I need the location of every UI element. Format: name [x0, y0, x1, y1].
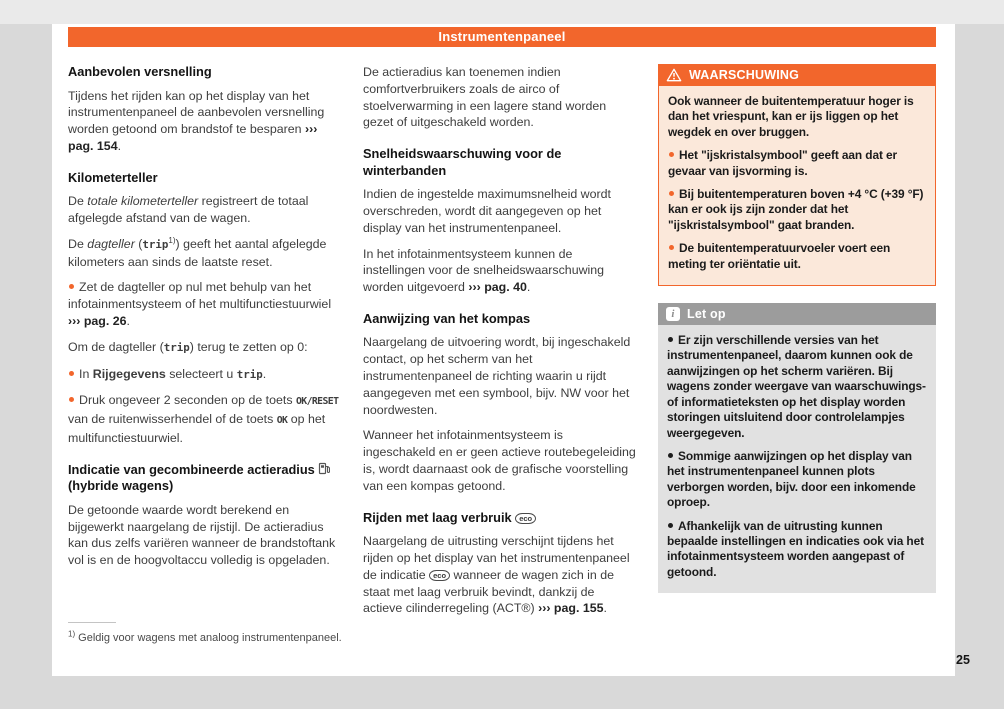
text: Bij buitentemperaturen boven +4 °C (+39 °F) kan er ook ijs zijn zonder dat het "ijskristalsymbool" gaat branden.	[668, 187, 924, 232]
paragraph: Ook wanneer de buitentemperatuur hoger is dan het vriespunt, kan er ijs liggen op het wegdek en over bruggen.	[668, 94, 914, 139]
paragraph: Naargelang de uitvoering wordt, bij ingeschakeld contact, op het scherm van het instrumentenpaneel de richting waarin u rijdt aangegeven met een symbool, bijv. NW voor het noordwesten.	[363, 335, 631, 417]
text: Tijdens het rijden kan op het display van het instrumentenpaneel de aanbevolen versnelling worden getoond om brandstof te besparen	[68, 88, 325, 137]
bullet-item	[667, 449, 927, 511]
ok-reset-key-label: OK/RESET	[295, 396, 339, 408]
text: Zet de dagteller op nul met behulp van het infotainmentsysteem of het multifunctiestuurwiel	[68, 280, 332, 312]
text: De	[68, 194, 88, 209]
footnote-marker: 1)	[168, 235, 176, 245]
text: registreert de totaal afgelegde afstand van de wagen.	[68, 194, 309, 225]
text-italic: totale kilometerteller	[87, 194, 199, 209]
warning-box-title: WAARSCHUWING	[689, 68, 800, 82]
text: ) terug te zetten op 0:	[189, 339, 308, 354]
bullet-dot	[669, 152, 674, 157]
paragraph: De getoonde waarde wordt berekend en bijgewerkt naargelang de rijstijl. De actieradius kan dus zelfs variëren wanneer de brandstoftank vol is en de hoogvoltaccu volledig is opgeladen.	[68, 502, 336, 568]
section-heading-kompas: Aanwijzing van het kompas	[363, 310, 531, 326]
page-title: Instrumentenpaneel	[68, 27, 936, 47]
menu-label: Rijgegevens	[92, 366, 166, 381]
bullet-dot	[668, 523, 673, 528]
text: In het infotainmentsysteem kunnen de instellingen voor de snelheidswaarschuwing worden uitgevoerd	[363, 246, 605, 295]
info-icon: i	[666, 307, 680, 321]
bullet-item	[668, 187, 926, 233]
section-heading-actieradius	[68, 462, 341, 495]
bullet-dot	[668, 337, 673, 342]
text: Afhankelijk van de uitrusting kunnen bepaalde instellingen en indicaties ook via het infotainmentsysteem worden aangepast of getoond.	[667, 518, 924, 579]
paragraph	[363, 246, 636, 296]
bullet-item	[668, 148, 926, 179]
text: selecteert u	[165, 366, 237, 381]
text: Sommige aanwijzingen op het display van het instrumentenpaneel kunnen plots verborgen worden, bijv. door een inkomende oproep.	[667, 448, 916, 510]
ok-key-label: OK	[276, 415, 288, 427]
text: Om de dagteller (	[68, 339, 164, 354]
manual-page	[52, 24, 955, 676]
bullet-item	[68, 279, 341, 329]
fuel-pump-icon	[318, 462, 330, 475]
paragraph	[363, 533, 636, 617]
paragraph	[68, 236, 341, 271]
warning-box-header	[658, 64, 936, 86]
footnote-block	[68, 622, 568, 644]
paragraph: De actieradius kan toenemen indien comfortverbruikers zoals de airco of stoelverwarming in een lagere stand worden gezet of uitgeschakeld worden.	[363, 65, 607, 130]
text: Het "ijskristalsymbool" geeft aan dat er gevaar van ijsvorming is.	[668, 148, 898, 178]
column-left	[68, 64, 341, 578]
footnote	[68, 629, 568, 644]
heading-text: (hybride wagens)	[68, 478, 174, 494]
heading-text: Indicatie van gecombineerde actieradius	[68, 461, 319, 477]
column-middle	[363, 64, 636, 626]
text: Naargelang de uitrusting verschijnt tijdens het rijden op het display van het instrumentenpaneel de indicatie	[363, 534, 630, 582]
note-box	[658, 303, 936, 593]
bullet-item	[667, 333, 927, 441]
text: (	[134, 236, 143, 251]
bullet-dot	[69, 397, 74, 402]
text: De	[68, 236, 88, 251]
note-box-title: Let op	[687, 307, 726, 322]
page-top-margin	[0, 0, 1004, 24]
bullet-dot	[669, 191, 674, 196]
text: Er zijn verschillende versies van het instrumentenpaneel, daarom kunnen ook de aanwijzingen op het scherm variëren. Bij wagens zonder weergave van waarschuwings- of informatieteksten op het display worden storingen uitsluitend door controlelampjes weergegeven.	[667, 333, 926, 440]
trip-button-label: trip	[142, 237, 169, 251]
column-right	[658, 64, 936, 593]
trip-button-label: trip	[163, 340, 190, 354]
bullet-dot	[69, 371, 74, 376]
note-box-header	[658, 303, 936, 325]
eco-icon: eco	[429, 570, 450, 581]
bullet-dot	[669, 245, 674, 250]
text: .	[526, 280, 531, 295]
paragraph: Indien de ingestelde maximumsnelheid wordt overschreden, wordt dit aangegeven op het display van het instrumentenpaneel.	[363, 187, 611, 235]
section-heading-snelheidswaarschuwing: Snelheidswaarschuwing voor de winterbanden	[363, 146, 562, 178]
footnote-text: Geldig voor wagens met analoog instrumentenpaneel.	[75, 632, 342, 644]
section-heading-aanbevolen-versnelling: Aanbevolen versnelling	[68, 64, 212, 79]
page-ref[interactable]: ››› pag. 155	[538, 601, 604, 616]
warning-box-body	[658, 86, 936, 286]
page-ref[interactable]: ››› pag. 154	[68, 122, 318, 153]
text: op het multifunctiestuurwiel.	[68, 412, 326, 445]
eco-icon: eco	[515, 513, 536, 524]
text: .	[262, 366, 267, 381]
bullet-dot	[69, 284, 74, 289]
heading-text: Rijden met laag verbruik	[363, 509, 516, 525]
text: wanneer de wagen zich in de staat met laag verbruik bevindt, dankzij de actieve cilinderregeling (ACT®)	[363, 567, 615, 616]
text: .	[126, 313, 130, 328]
text: ) geeft het aantal afgelegde kilometers aan sinds de laatste reset.	[68, 236, 327, 269]
paragraph	[68, 339, 341, 357]
trip-button-label: trip	[236, 367, 263, 381]
bullet-item	[68, 392, 341, 446]
bullet-item	[668, 241, 926, 272]
paragraph: Wanneer het infotainmentsysteem is ingeschakeld en er geen actieve routebegeleiding is, wordt daarnaast ook de grafische voorstelling van een kompas getoond.	[363, 428, 636, 493]
paragraph	[68, 88, 341, 155]
bullet-item	[68, 366, 341, 384]
text: .	[117, 138, 122, 153]
bullet-item	[667, 519, 927, 581]
page-ref[interactable]: ››› pag. 40	[468, 280, 527, 295]
text: .	[603, 601, 607, 616]
paragraph	[68, 193, 341, 227]
footnote-marker: 1)	[68, 629, 76, 639]
text: De buitentemperatuurvoeler voert een meting ter oriëntatie uit.	[668, 241, 891, 271]
section-heading-kilometerteller: Kilometerteller	[68, 169, 158, 185]
footnote-rule	[68, 622, 116, 623]
page-number: 25	[956, 653, 970, 667]
text-italic: dagteller	[87, 236, 135, 251]
section-heading-laag-verbruik	[363, 510, 636, 527]
bullet-dot	[668, 453, 673, 458]
text: van de ruitenwisserhendel of de toets	[68, 412, 277, 427]
warning-box	[658, 64, 936, 286]
text: In	[79, 366, 93, 381]
warning-triangle-icon	[666, 68, 682, 82]
page-ref[interactable]: ››› pag. 26	[68, 313, 127, 328]
note-box-body	[658, 325, 936, 593]
text: Druk ongeveer 2 seconden op de toets	[79, 393, 296, 408]
